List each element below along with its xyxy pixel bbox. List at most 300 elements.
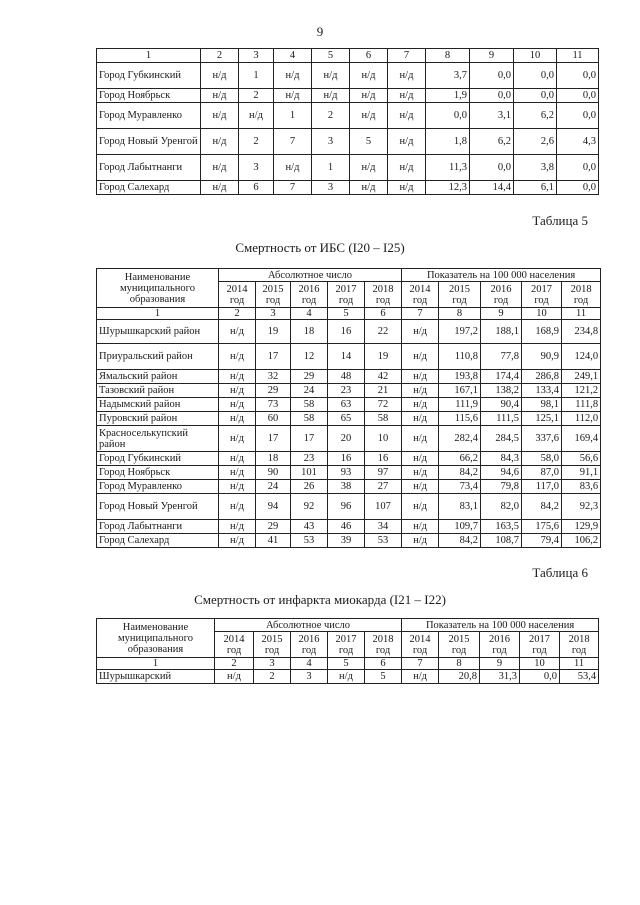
table-cell: н/д — [402, 384, 439, 398]
column-number: 9 — [480, 658, 520, 670]
table-cell: 29 — [256, 384, 291, 398]
table-cell: н/д — [402, 670, 439, 684]
table-row — [97, 494, 601, 520]
table-cell: 1 — [239, 63, 274, 89]
table-cell: 94,6 — [481, 466, 522, 480]
table-cell: н/д — [388, 89, 426, 103]
column-number: 9 — [470, 49, 514, 63]
table-cell: 56,6 — [562, 452, 601, 466]
table-cell: 53,4 — [560, 670, 599, 684]
table-cell: 79,8 — [481, 480, 522, 494]
table-cell: 92,3 — [562, 494, 601, 520]
table-cell: 84,2 — [439, 466, 481, 480]
year-header: 2016 год — [481, 282, 522, 308]
year-header: 2018 год — [562, 282, 601, 308]
table-cell: н/д — [388, 181, 426, 195]
table-cell: 125,1 — [522, 412, 562, 426]
table-cell: н/д — [201, 129, 239, 155]
municipality-name: Город Муравленко — [97, 480, 219, 494]
table-row — [97, 670, 599, 684]
table-row — [97, 412, 601, 426]
table-cell: 39 — [328, 534, 365, 548]
municipality-name: Город Ноябрьск — [97, 89, 201, 103]
table-cell: 53 — [291, 534, 328, 548]
table-cell: 108,7 — [481, 534, 522, 548]
year-header: 2018 год — [365, 282, 402, 308]
table-row — [97, 129, 599, 155]
page-number: 9 — [316, 24, 324, 39]
table-cell: 111,9 — [439, 398, 481, 412]
table-cell: 101 — [291, 466, 328, 480]
table-cell: 32 — [256, 370, 291, 384]
column-number: 11 — [562, 308, 601, 320]
table-cell: 97 — [365, 466, 402, 480]
table-cell: н/д — [219, 534, 256, 548]
table-cell: 98,1 — [522, 398, 562, 412]
table-row — [97, 89, 599, 103]
table-cell: 73,4 — [439, 480, 481, 494]
table-cell: 1 — [274, 103, 312, 129]
table-cell: 249,1 — [562, 370, 601, 384]
table-cell: 72 — [365, 398, 402, 412]
municipality-name: Город Салехард — [97, 181, 201, 195]
table-cell: 2 — [239, 129, 274, 155]
table-cell: 79,4 — [522, 534, 562, 548]
table-row — [97, 370, 601, 384]
table5 — [96, 268, 601, 548]
table-cell: 14 — [328, 344, 365, 370]
table-cell: 10 — [365, 426, 402, 452]
column-header-name: Наименование муниципального образования — [97, 619, 215, 658]
year-header: 2014 год — [402, 282, 439, 308]
table-row — [97, 103, 599, 129]
table-cell: 27 — [365, 480, 402, 494]
table-cell: 12,3 — [426, 181, 470, 195]
municipality-name: Шурышкарский район — [97, 320, 219, 344]
table-cell: 60 — [256, 412, 291, 426]
table-cell: н/д — [350, 155, 388, 181]
table-cell: н/д — [388, 103, 426, 129]
table-cell: 167,1 — [439, 384, 481, 398]
table-cell: 24 — [291, 384, 328, 398]
table-cell: 1,8 — [426, 129, 470, 155]
table-cell: н/д — [312, 63, 350, 89]
table-cell: 6 — [239, 181, 274, 195]
header-row — [97, 269, 601, 282]
table-row — [97, 344, 601, 370]
table-cell: н/д — [388, 155, 426, 181]
municipality-name: Город Салехард — [97, 534, 219, 548]
municipality-name: Город Новый Уренгой — [97, 494, 219, 520]
table-row — [97, 398, 601, 412]
table-cell: 3,7 — [426, 63, 470, 89]
table-cell: 66,2 — [439, 452, 481, 466]
table-cell: н/д — [219, 344, 256, 370]
table-cell: 169,4 — [562, 426, 601, 452]
table-cell: 0,0 — [557, 103, 599, 129]
table-cell: н/д — [402, 520, 439, 534]
table-cell: 0,0 — [514, 63, 557, 89]
table-cell: 18 — [256, 452, 291, 466]
year-header: 2014 год — [402, 632, 439, 658]
table-row — [97, 520, 601, 534]
table-cell: н/д — [219, 370, 256, 384]
table-cell: 90 — [256, 466, 291, 480]
column-number: 5 — [328, 658, 365, 670]
header-row — [97, 619, 599, 632]
column-number: 8 — [439, 308, 481, 320]
table6-label: Таблица 6 — [532, 565, 588, 580]
column-number-row — [97, 49, 599, 63]
table-cell: 21 — [365, 384, 402, 398]
column-number: 1 — [97, 49, 201, 63]
municipality-name: Город Губкинский — [97, 452, 219, 466]
table-cell: 0,0 — [470, 155, 514, 181]
table-cell: 5 — [350, 129, 388, 155]
column-number: 5 — [328, 308, 365, 320]
year-header: 2016 год — [291, 632, 328, 658]
table-cell: н/д — [239, 103, 274, 129]
year-header: 2014 год — [219, 282, 256, 308]
column-number: 6 — [365, 658, 402, 670]
table-cell: 133,4 — [522, 384, 562, 398]
table-cell: 111,5 — [481, 412, 522, 426]
table-cell: 41 — [256, 534, 291, 548]
table-cell: 16 — [328, 320, 365, 344]
table-cell: 3,1 — [470, 103, 514, 129]
table-cell: 83,6 — [562, 480, 601, 494]
table-cell: н/д — [350, 103, 388, 129]
table-cell: 83,1 — [439, 494, 481, 520]
table-cell: 20,8 — [439, 670, 480, 684]
column-group-rate: Показатель на 100 000 населения — [402, 269, 601, 282]
year-header: 2015 год — [439, 632, 480, 658]
year-header: 2017 год — [522, 282, 562, 308]
table-cell: 282,4 — [439, 426, 481, 452]
table-cell: 112,0 — [562, 412, 601, 426]
table-cell: 92 — [291, 494, 328, 520]
table-cell: 91,1 — [562, 466, 601, 480]
table-cell: н/д — [402, 320, 439, 344]
table-cell: 90,9 — [522, 344, 562, 370]
year-header: 2015 год — [254, 632, 291, 658]
table-cell: н/д — [402, 370, 439, 384]
table-cell: 65 — [328, 412, 365, 426]
table-cell: н/д — [201, 103, 239, 129]
table-cell: н/д — [219, 384, 256, 398]
table-cell: 0,0 — [557, 181, 599, 195]
table-cell: н/д — [274, 155, 312, 181]
column-number: 7 — [388, 49, 426, 63]
table-cell: н/д — [274, 63, 312, 89]
column-group-absolute: Абсолютное число — [215, 619, 402, 632]
table-cell: 22 — [365, 320, 402, 344]
table-cell: н/д — [402, 344, 439, 370]
table-cell: н/д — [201, 181, 239, 195]
year-header: 2016 год — [480, 632, 520, 658]
municipality-name: Город Лабытнанги — [97, 155, 201, 181]
table-cell: 2,6 — [514, 129, 557, 155]
column-number: 7 — [402, 308, 439, 320]
continuation-table — [96, 48, 599, 195]
table-cell: 82,0 — [481, 494, 522, 520]
table-cell: 17 — [291, 426, 328, 452]
column-number: 6 — [365, 308, 402, 320]
column-number: 5 — [312, 49, 350, 63]
municipality-name: Ямальский район — [97, 370, 219, 384]
table-cell: 2 — [239, 89, 274, 103]
table-cell: н/д — [402, 494, 439, 520]
table-cell: 0,0 — [470, 89, 514, 103]
column-number: 1 — [97, 658, 215, 670]
year-header: 2017 год — [520, 632, 560, 658]
table-row — [97, 320, 601, 344]
column-number: 3 — [239, 49, 274, 63]
table-cell: 2 — [312, 103, 350, 129]
table-cell: 26 — [291, 480, 328, 494]
table-cell: н/д — [219, 466, 256, 480]
municipality-name: Тазовский район — [97, 384, 219, 398]
table-cell: 96 — [328, 494, 365, 520]
year-header: 2018 год — [365, 632, 402, 658]
table-cell: н/д — [402, 466, 439, 480]
table-cell: 284,5 — [481, 426, 522, 452]
table-cell: н/д — [402, 480, 439, 494]
column-number: 10 — [520, 658, 560, 670]
column-number: 6 — [350, 49, 388, 63]
table-cell: н/д — [402, 534, 439, 548]
table-cell: 0,0 — [514, 89, 557, 103]
municipality-name: Пуровский район — [97, 412, 219, 426]
table-cell: 129,9 — [562, 520, 601, 534]
table-cell: н/д — [402, 452, 439, 466]
column-number: 7 — [402, 658, 439, 670]
year-header: 2017 год — [328, 632, 365, 658]
table-cell: 3 — [291, 670, 328, 684]
table-cell: 34 — [365, 520, 402, 534]
column-number: 2 — [215, 658, 254, 670]
table-cell: 58 — [365, 412, 402, 426]
municipality-name: Город Ноябрьск — [97, 466, 219, 480]
table-row — [97, 63, 599, 89]
year-header: 2015 год — [256, 282, 291, 308]
table-cell: 6,2 — [514, 103, 557, 129]
table-row — [97, 466, 601, 480]
table-cell: н/д — [219, 520, 256, 534]
table-cell: 4,3 — [557, 129, 599, 155]
table-cell: 188,1 — [481, 320, 522, 344]
table-cell: 175,6 — [522, 520, 562, 534]
year-header: 2015 год — [439, 282, 481, 308]
table-cell: 23 — [328, 384, 365, 398]
table-cell: 38 — [328, 480, 365, 494]
table-cell: н/д — [402, 412, 439, 426]
column-number: 10 — [522, 308, 562, 320]
column-number: 3 — [254, 658, 291, 670]
municipality-name: Город Муравленко — [97, 103, 201, 129]
table-cell: 20 — [328, 426, 365, 452]
table-cell: 6,1 — [514, 181, 557, 195]
table-cell: 3 — [312, 181, 350, 195]
table6 — [96, 618, 599, 684]
table-cell: 117,0 — [522, 480, 562, 494]
table-cell: 7 — [274, 181, 312, 195]
table-cell: 46 — [328, 520, 365, 534]
table-cell: 58 — [291, 412, 328, 426]
table-cell: н/д — [274, 89, 312, 103]
table-cell: н/д — [219, 480, 256, 494]
table-cell: 197,2 — [439, 320, 481, 344]
table-cell: 193,8 — [439, 370, 481, 384]
year-header: 2017 год — [328, 282, 365, 308]
municipality-name: Город Лабытнанги — [97, 520, 219, 534]
table-cell: н/д — [201, 89, 239, 103]
table-cell: н/д — [219, 426, 256, 452]
table-cell: 84,2 — [522, 494, 562, 520]
table-cell: 90,4 — [481, 398, 522, 412]
table-cell: 5 — [365, 670, 402, 684]
table-row — [97, 452, 601, 466]
table-cell: 87,0 — [522, 466, 562, 480]
column-number: 3 — [256, 308, 291, 320]
table-cell: 2 — [254, 670, 291, 684]
table-row — [97, 534, 601, 548]
table-cell: 43 — [291, 520, 328, 534]
table-cell: 286,8 — [522, 370, 562, 384]
table-cell: 0,0 — [520, 670, 560, 684]
table-cell: 23 — [291, 452, 328, 466]
table-cell: н/д — [402, 426, 439, 452]
table-cell: н/д — [350, 63, 388, 89]
table-cell: 84,2 — [439, 534, 481, 548]
table-cell: 16 — [328, 452, 365, 466]
table-cell: 42 — [365, 370, 402, 384]
column-number: 2 — [201, 49, 239, 63]
table-row — [97, 480, 601, 494]
table-cell: н/д — [219, 398, 256, 412]
column-number: 9 — [481, 308, 522, 320]
table-row — [97, 181, 599, 195]
table-cell: 0,0 — [557, 63, 599, 89]
column-header-name: Наименование муниципального образования — [97, 269, 219, 308]
table-cell: 115,6 — [439, 412, 481, 426]
table-cell: 17 — [256, 344, 291, 370]
column-number-row — [97, 658, 599, 670]
table-cell: 163,5 — [481, 520, 522, 534]
table-cell: 337,6 — [522, 426, 562, 452]
municipality-name: Надымский район — [97, 398, 219, 412]
table-cell: 19 — [365, 344, 402, 370]
table-cell: 174,4 — [481, 370, 522, 384]
table-cell: н/д — [201, 155, 239, 181]
column-number: 2 — [219, 308, 256, 320]
table-cell: н/д — [388, 63, 426, 89]
column-number: 4 — [274, 49, 312, 63]
table-cell: 63 — [328, 398, 365, 412]
table-cell: 0,0 — [557, 89, 599, 103]
table-cell: н/д — [219, 494, 256, 520]
column-group-absolute: Абсолютное число — [219, 269, 402, 282]
column-group-rate: Показатель на 100 000 населения — [402, 619, 599, 632]
table-row — [97, 426, 601, 452]
table-cell: 16 — [365, 452, 402, 466]
municipality-name: Город Губкинский — [97, 63, 201, 89]
table-cell: 106,2 — [562, 534, 601, 548]
column-number: 4 — [291, 308, 328, 320]
table-cell: 168,9 — [522, 320, 562, 344]
table-cell: 14,4 — [470, 181, 514, 195]
table-cell: 0,0 — [470, 63, 514, 89]
table-cell: н/д — [350, 89, 388, 103]
table-cell: 11,3 — [426, 155, 470, 181]
table-cell: 93 — [328, 466, 365, 480]
table-cell: 1,9 — [426, 89, 470, 103]
table-cell: 58,0 — [522, 452, 562, 466]
column-number: 11 — [560, 658, 599, 670]
table-cell: 58 — [291, 398, 328, 412]
table-cell: 110,8 — [439, 344, 481, 370]
year-header: 2014 год — [215, 632, 254, 658]
table-cell: 29 — [256, 520, 291, 534]
table-cell: 111,8 — [562, 398, 601, 412]
table-cell: н/д — [388, 129, 426, 155]
table-cell: 18 — [291, 320, 328, 344]
table-cell: н/д — [350, 181, 388, 195]
table-cell: 234,8 — [562, 320, 601, 344]
table-cell: 0,0 — [557, 155, 599, 181]
table-cell: н/д — [219, 412, 256, 426]
table-cell: 77,8 — [481, 344, 522, 370]
table5-title: Смертность от ИБС (I20 – I25) — [235, 240, 405, 255]
column-number: 10 — [514, 49, 557, 63]
municipality-name: Красноселькупский район — [97, 426, 219, 452]
table-cell: 73 — [256, 398, 291, 412]
table-cell: 6,2 — [470, 129, 514, 155]
table-cell: 84,3 — [481, 452, 522, 466]
column-number: 8 — [439, 658, 480, 670]
table-cell: 3 — [312, 129, 350, 155]
table-cell: 124,0 — [562, 344, 601, 370]
table-cell: 107 — [365, 494, 402, 520]
table5-label: Таблица 5 — [532, 213, 588, 228]
table-cell: 109,7 — [439, 520, 481, 534]
column-number: 11 — [557, 49, 599, 63]
table-cell: 29 — [291, 370, 328, 384]
table-cell: н/д — [219, 452, 256, 466]
table-cell: 53 — [365, 534, 402, 548]
table-cell: н/д — [219, 320, 256, 344]
table-cell: 121,2 — [562, 384, 601, 398]
table-row — [97, 384, 601, 398]
municipality-name: Шурышкарский — [97, 670, 215, 684]
table-cell: 48 — [328, 370, 365, 384]
municipality-name: Приуральский район — [97, 344, 219, 370]
table-cell: н/д — [328, 670, 365, 684]
table-cell: 12 — [291, 344, 328, 370]
table-cell: 7 — [274, 129, 312, 155]
municipality-name: Город Новый Уренгой — [97, 129, 201, 155]
table-cell: н/д — [201, 63, 239, 89]
table-cell: 19 — [256, 320, 291, 344]
table-cell: 138,2 — [481, 384, 522, 398]
column-number: 1 — [97, 308, 219, 320]
year-header: 2016 год — [291, 282, 328, 308]
column-number: 4 — [291, 658, 328, 670]
table-cell: н/д — [312, 89, 350, 103]
table-cell: н/д — [402, 398, 439, 412]
table-cell: 3 — [239, 155, 274, 181]
table-cell: 17 — [256, 426, 291, 452]
